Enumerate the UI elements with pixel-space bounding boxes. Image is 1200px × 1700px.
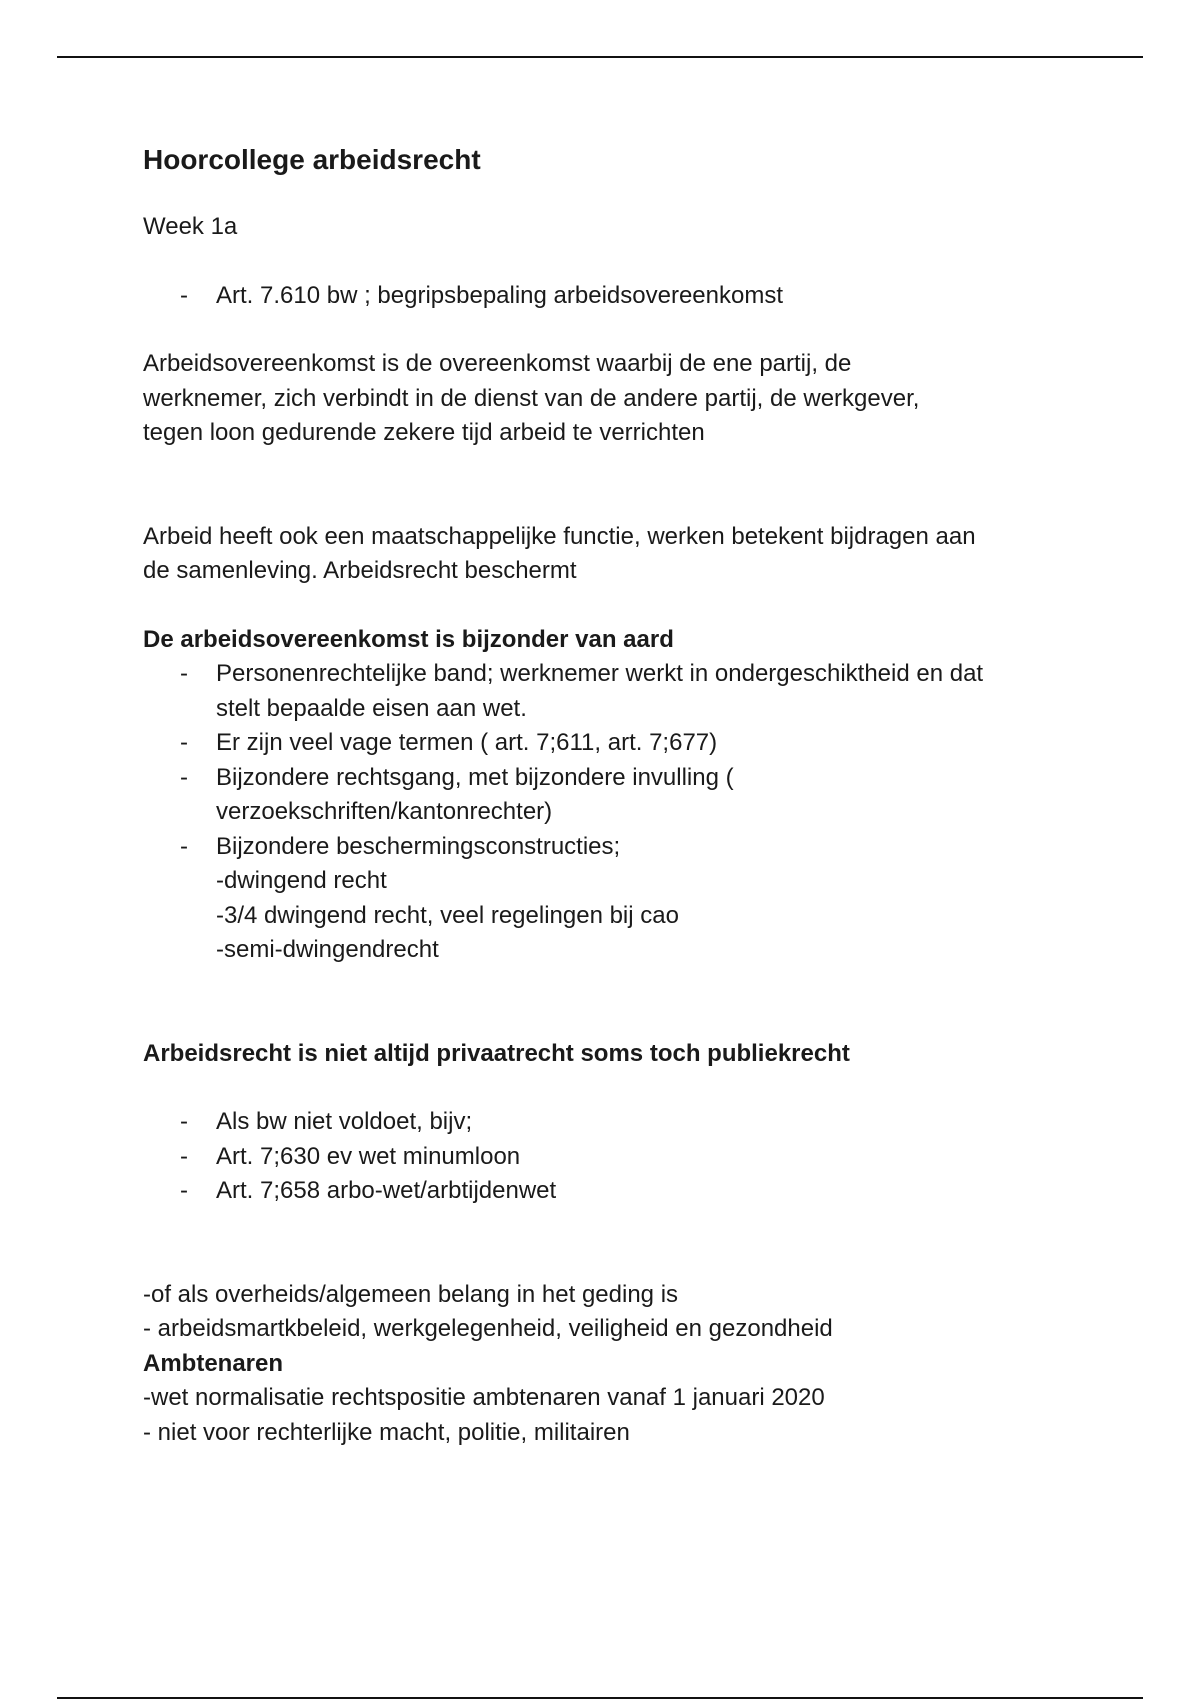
dash-bullet: - (180, 1142, 188, 1170)
ambtenaren-line: - niet voor rechterlijke macht, politie, militairen (143, 1418, 630, 1446)
function-paragraph (143, 520, 1083, 589)
special-nature-list (143, 657, 1083, 968)
definition-line: werknemer, zich verbindt in de dienst van de andere partij, de werkgever, (143, 384, 920, 412)
document-body (143, 140, 1083, 1450)
list-item-line: stelt bepaalde eisen aan wet. (216, 694, 527, 722)
list-item-line: Bijzondere beschermingsconstructies; (216, 832, 621, 860)
list-item-line: Er zijn veel vage termen ( art. 7;611, art. 7;677) (216, 729, 718, 756)
list-item-line: Personenrechtelijke band; werknemer werkt in ondergeschiktheid en dat (216, 660, 984, 687)
week-label: Week 1a (143, 213, 238, 240)
section-heading: De arbeidsovereenkomst is bijzonder van aard (143, 625, 674, 653)
public-law-list (143, 1105, 1083, 1209)
dash-bullet: - (180, 281, 188, 309)
list-item-line: Bijzondere rechtsgang, met bijzondere invulling ( (216, 763, 734, 791)
ambtenaren-paragraph (143, 1381, 1083, 1450)
list-item-line: -semi-dwingendrecht (216, 936, 439, 963)
list-item (143, 279, 1083, 314)
list-item-text: Art. 7;658 arbo-wet/arbtijdenwet (216, 1177, 557, 1204)
ambtenaren-heading: Ambtenaren (143, 1349, 284, 1377)
definition-line: tegen loon gedurende zekere tijd arbeid te verrichten (143, 419, 705, 446)
list-item (143, 1105, 1083, 1140)
closing-line: -of als overheids/algemeen belang in het geding is (143, 1280, 679, 1308)
document-title: Hoorcollege arbeidsrecht (143, 144, 481, 175)
top-rule (57, 56, 1143, 58)
dash-bullet: - (180, 1108, 188, 1135)
dash-bullet: - (180, 832, 188, 860)
dash-bullet: - (180, 660, 188, 687)
list-item-line: -dwingend recht (216, 867, 387, 894)
closing-line: - arbeidsmartkbeleid, werkgelegenheid, veiligheid en gezondheid (143, 1315, 833, 1342)
dash-bullet: - (180, 763, 188, 791)
list-item-text: Art. 7.610 bw ; begripsbepaling arbeidsovereenkomst (216, 281, 783, 309)
ambtenaren-line: -wet normalisatie rechtspositie ambtenaren vanaf 1 januari 2020 (143, 1384, 825, 1411)
list-item (143, 657, 1083, 726)
list-item-line: verzoekschriften/kantonrechter) (216, 798, 553, 825)
definition-paragraph (143, 347, 1083, 451)
section-heading: Arbeidsrecht is niet altijd privaatrecht soms toch publiekrecht (143, 1039, 850, 1067)
bottom-rule (57, 1697, 1143, 1699)
function-line: Arbeid heeft ook een maatschappelijke functie, werken betekent bijdragen aan (143, 522, 976, 550)
list-item (143, 761, 1083, 830)
list-item (143, 726, 1083, 761)
list-item (143, 1174, 1083, 1209)
list-item-line: -3/4 dwingend recht, veel regelingen bij cao (216, 901, 679, 929)
closing-paragraph (143, 1278, 1083, 1347)
list-item (143, 830, 1083, 968)
definition-line: Arbeidsovereenkomst is de overeenkomst waarbij de ene partij, de (143, 350, 852, 377)
dash-bullet: - (180, 729, 188, 756)
list-item-text: Als bw niet voldoet, bijv; (216, 1108, 473, 1135)
dash-bullet: - (180, 1177, 188, 1204)
list-item-text: Art. 7;630 ev wet minumloon (216, 1142, 521, 1170)
list-item (143, 1140, 1083, 1175)
article-list (143, 279, 1083, 314)
function-line: de samenleving. Arbeidsrecht beschermt (143, 557, 577, 584)
